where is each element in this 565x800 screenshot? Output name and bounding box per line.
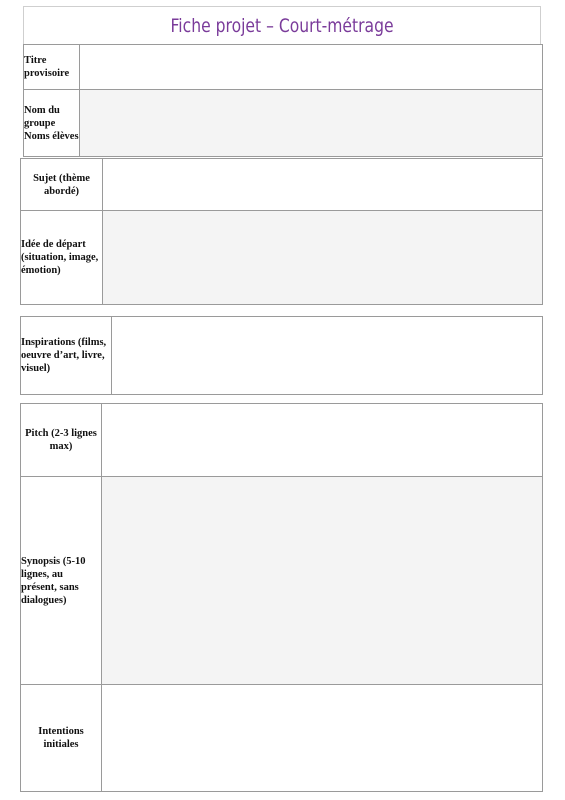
synopsis-label: Synopsis (5-10 lignes, au présent, sans dialogues) <box>21 555 86 606</box>
titre-label: Titre provisoire <box>24 55 70 79</box>
section-inspirations <box>20 316 543 395</box>
intentions-label-cell <box>21 685 102 792</box>
document-title: Fiche projet – Court-métrage <box>170 14 394 37</box>
sujet-field[interactable] <box>103 159 543 211</box>
sujet-label-cell <box>21 159 103 211</box>
synopsis-field[interactable] <box>102 477 543 685</box>
synopsis-label-cell <box>21 477 102 685</box>
idee-label-cell <box>21 211 103 305</box>
document-header <box>23 6 541 44</box>
groupe-label: Nom du groupe Noms élèves <box>24 104 79 142</box>
intentions-label: Intentions initiales <box>38 726 84 750</box>
titre-field[interactable] <box>80 45 543 90</box>
pitch-label-cell <box>21 404 102 477</box>
groupe-field[interactable] <box>80 90 543 157</box>
idee-label: Idée de départ (situation, image, émotion) <box>21 239 99 276</box>
titre-label-cell <box>24 45 80 90</box>
section-recit <box>20 403 543 792</box>
section-sujet <box>20 158 543 305</box>
pitch-field[interactable] <box>102 404 543 477</box>
inspirations-field[interactable] <box>112 317 543 395</box>
idee-field[interactable] <box>103 211 543 305</box>
pitch-label: Pitch (2-3 lignes max) <box>25 428 97 452</box>
section-identification <box>23 44 543 157</box>
intentions-field[interactable] <box>102 685 543 792</box>
groupe-label-cell <box>24 90 80 157</box>
inspirations-label-cell <box>21 317 112 395</box>
inspirations-label: Inspirations (films, oeuvre d’art, livre, visuel) <box>21 337 107 374</box>
sujet-label: Sujet (thème abordé) <box>33 172 90 197</box>
